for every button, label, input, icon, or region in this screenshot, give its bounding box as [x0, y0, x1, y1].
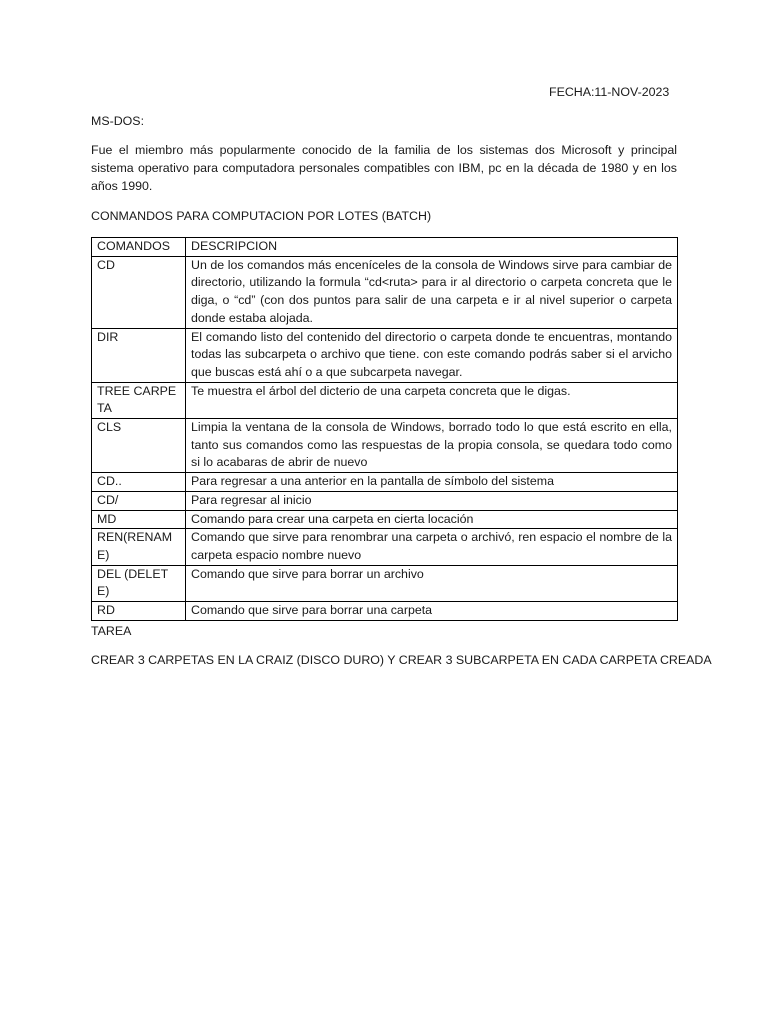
table-row: [92, 382, 678, 418]
table-header-row: [92, 238, 678, 257]
command-cell: RD: [92, 602, 186, 621]
table-row: [92, 473, 678, 492]
command-cell: CLS: [92, 419, 186, 473]
command-cell: TREE CARPETA: [92, 382, 186, 418]
header-description: DESCRIPCION: [186, 238, 678, 257]
table-row: [92, 328, 678, 382]
description-cell: Un de los comandos más enceníceles de la consola de Windows sirve para cambiar de directorio, utilizando la formula “cd<ruta> para ir al directorio o carpeta concreta que le diga, o “cd” (con dos puntos para salir de una carpeta e ir al nivel superior o carpeta donde estaba alojada.: [186, 256, 678, 328]
task-title: TAREA: [91, 624, 132, 638]
table-row: [92, 256, 678, 328]
table-row: [92, 529, 678, 565]
table-row: [92, 565, 678, 601]
commands-table: [91, 237, 678, 621]
command-cell: DIR: [92, 328, 186, 382]
command-cell: DEL (DELETE): [92, 565, 186, 601]
table-row: [92, 419, 678, 473]
description-cell: Limpia la ventana de la consola de Windows, borrado todo lo que está escrito en ella, tanto sus comandos como las respuestas de la propia consola, se quedara todo como si lo acabaras de abrir de nuevo: [186, 419, 678, 473]
document-date: FECHA:11-NOV-2023: [549, 85, 670, 99]
task-text: CREAR 3 CARPETAS EN LA CRAIZ (DISCO DURO) Y CREAR 3 SUBCARPETA EN CADA CARPETA CREADA: [91, 653, 712, 667]
description-cell: Comando para crear una carpeta en cierta locación: [186, 510, 678, 529]
section-title: MS-DOS:: [91, 114, 145, 128]
table-row: [92, 602, 678, 621]
command-cell: REN(RENAME): [92, 529, 186, 565]
description-cell: El comando listo del contenido del directorio o carpeta donde te encuentras, montando todas las subcarpeta o archivo que tiene. con este comando podrás saber si el arvicho que buscas está ahí o a que subcarpeta navegar.: [186, 328, 678, 382]
description-cell: Para regresar al inicio: [186, 491, 678, 510]
description-cell: Comando que sirve para borrar una carpeta: [186, 602, 678, 621]
description-cell: Te muestra el árbol del dicterio de una carpeta concreta que le digas.: [186, 382, 678, 418]
table-row: [92, 510, 678, 529]
command-cell: CD/: [92, 491, 186, 510]
description-cell: Comando que sirve para borrar un archivo: [186, 565, 678, 601]
description-cell: Para regresar a una anterior en la pantalla de símbolo del sistema: [186, 473, 678, 492]
header-commands: COMANDOS: [92, 238, 186, 257]
command-cell: CD..: [92, 473, 186, 492]
intro-paragraph: Fue el miembro más popularmente conocido de la familia de los sistemas dos Microsoft y principal sistema operativo para computadora personales compatibles con IBM, pc en la década de 1980 y en los años 1990.: [91, 143, 677, 193]
description-cell: Comando que sirve para renombrar una carpeta o archivó, ren espacio el nombre de la carpeta espacio nombre nuevo: [186, 529, 678, 565]
table-row: [92, 491, 678, 510]
command-cell: MD: [92, 510, 186, 529]
table-title: CONMANDOS PARA COMPUTACION POR LOTES (BATCH): [91, 209, 432, 223]
command-cell: CD: [92, 256, 186, 328]
